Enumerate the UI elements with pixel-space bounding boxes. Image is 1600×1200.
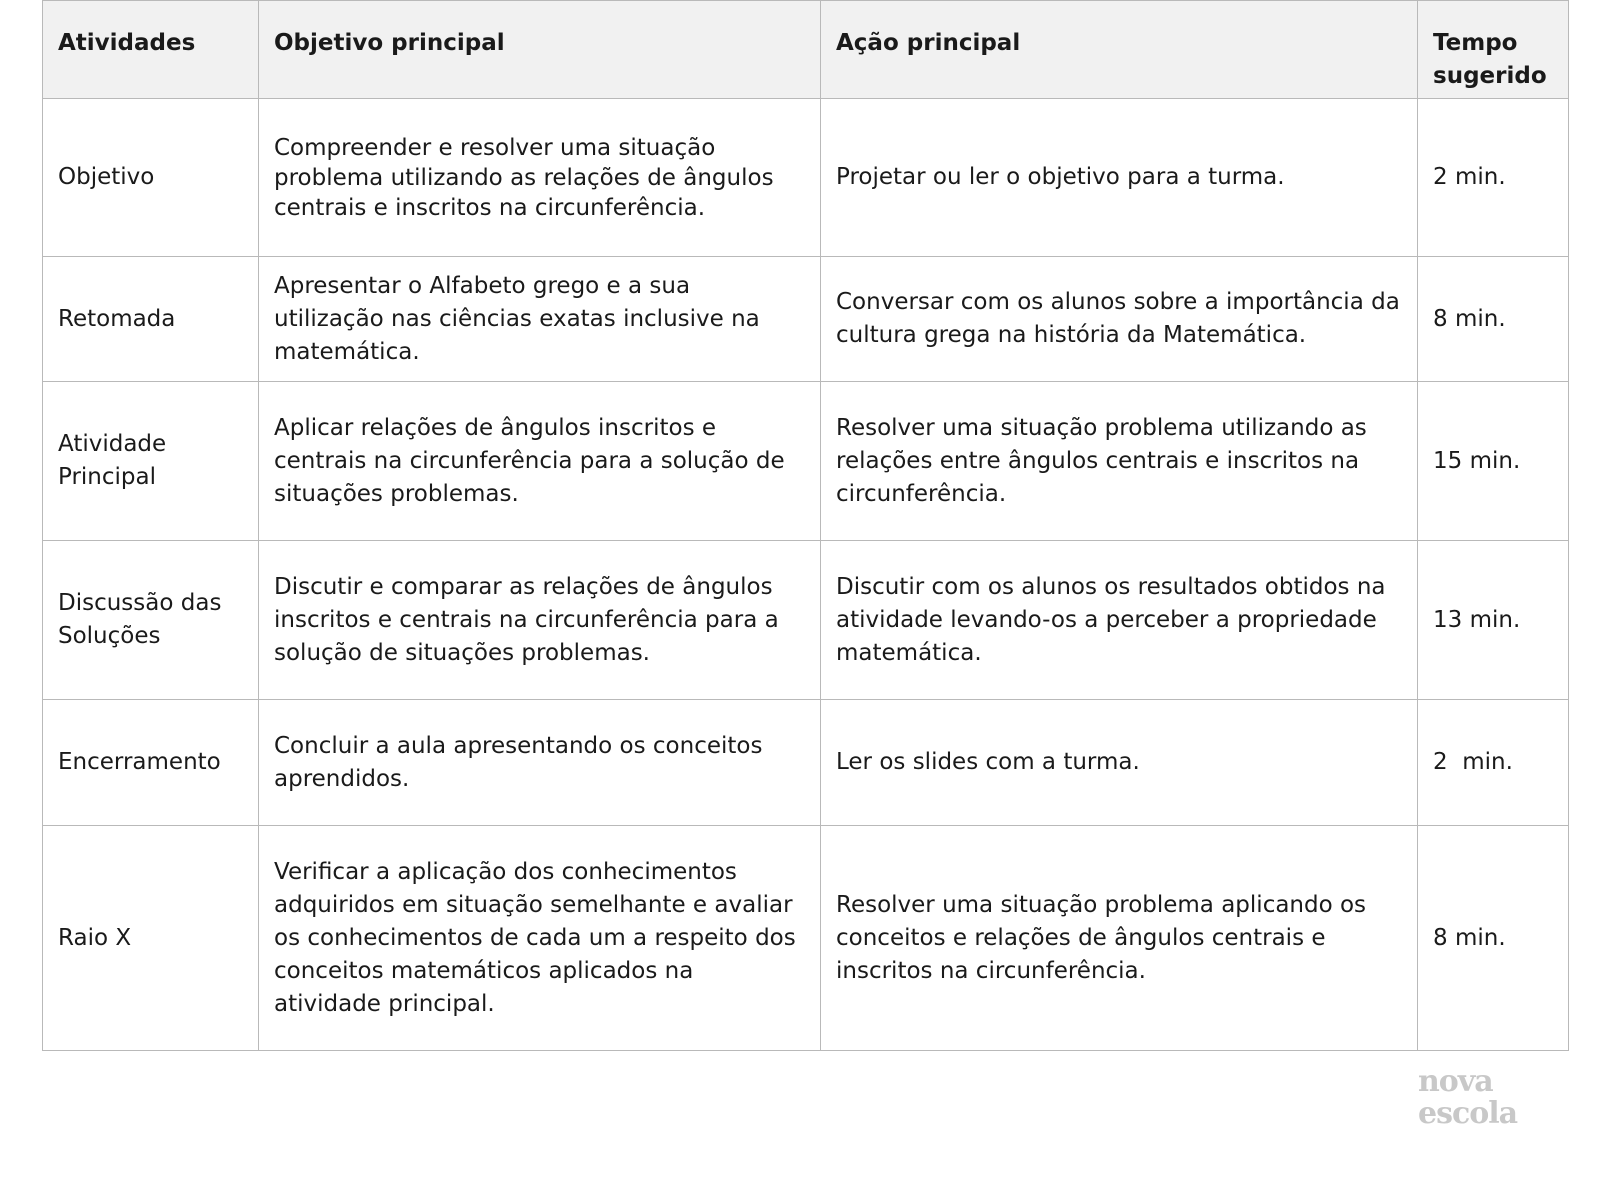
- header-objetivo-principal: Objetivo principal: [259, 1, 821, 99]
- cell-tempo: 8 min.: [1418, 826, 1569, 1051]
- cell-acao: Conversar com os alunos sobre a importância da cultura grega na história da Matemática.: [821, 257, 1418, 382]
- cell-atividade: Objetivo: [43, 99, 259, 257]
- cell-atividade: Raio X: [43, 826, 259, 1051]
- table-row: [43, 826, 1569, 1051]
- cell-atividade: Retomada: [43, 257, 259, 382]
- table-row: [43, 99, 1569, 257]
- header-atividades: Atividades: [43, 1, 259, 99]
- cell-tempo: 15 min.: [1418, 382, 1569, 541]
- table-header-row: [43, 1, 1569, 99]
- table-row: [43, 257, 1569, 382]
- cell-tempo: 13 min.: [1418, 541, 1569, 700]
- cell-acao: Ler os slides com a turma.: [821, 700, 1418, 826]
- cell-tempo: 2 min.: [1418, 700, 1569, 826]
- logo-line-nova: nova: [1418, 1064, 1493, 1099]
- cell-acao: Projetar ou ler o objetivo para a turma.: [821, 99, 1418, 257]
- table-row: [43, 541, 1569, 700]
- cell-objetivo: Apresentar o Alfabeto grego e a sua utilização nas ciências exatas inclusive na matemática.: [259, 257, 821, 382]
- cell-acao: Resolver uma situação problema aplicando os conceitos e relações de ângulos centrais e inscritos na circunferência.: [821, 826, 1418, 1051]
- table-row: [43, 382, 1569, 541]
- cell-acao: Discutir com os alunos os resultados obtidos na atividade levando-os a perceber a propriedade matemática.: [821, 541, 1418, 700]
- cell-objetivo: Compreender e resolver uma situação problema utilizando as relações de ângulos centrais e inscritos na circunferência.: [259, 99, 821, 257]
- cell-objetivo: Aplicar relações de ângulos inscritos e centrais na circunferência para a solução de situações problemas.: [259, 382, 821, 541]
- cell-atividade: Discussão das Soluções: [43, 541, 259, 700]
- cell-objetivo: Concluir a aula apresentando os conceitos aprendidos.: [259, 700, 821, 826]
- cell-atividade: Atividade Principal: [43, 382, 259, 541]
- nova-escola-logo: [1418, 1066, 1538, 1130]
- header-acao-principal: Ação principal: [821, 1, 1418, 99]
- cell-objetivo: Discutir e comparar as relações de ângulos inscritos e centrais na circunferência para a solução de situações problemas.: [259, 541, 821, 700]
- lesson-plan-table: [42, 0, 1569, 1051]
- header-tempo-sugerido: Tempo sugerido: [1418, 1, 1569, 99]
- cell-tempo: 2 min.: [1418, 99, 1569, 257]
- cell-objetivo: Verificar a aplicação dos conhecimentos adquiridos em situação semelhante e avaliar os conhecimentos de cada um a respeito dos conceitos matemáticos aplicados na atividade principal.: [259, 826, 821, 1051]
- cell-tempo: 8 min.: [1418, 257, 1569, 382]
- logo-line-escola: escola: [1418, 1096, 1518, 1131]
- cell-acao: Resolver uma situação problema utilizando as relações entre ângulos centrais e inscritos na circunferência.: [821, 382, 1418, 541]
- cell-atividade: Encerramento: [43, 700, 259, 826]
- table-row: [43, 700, 1569, 826]
